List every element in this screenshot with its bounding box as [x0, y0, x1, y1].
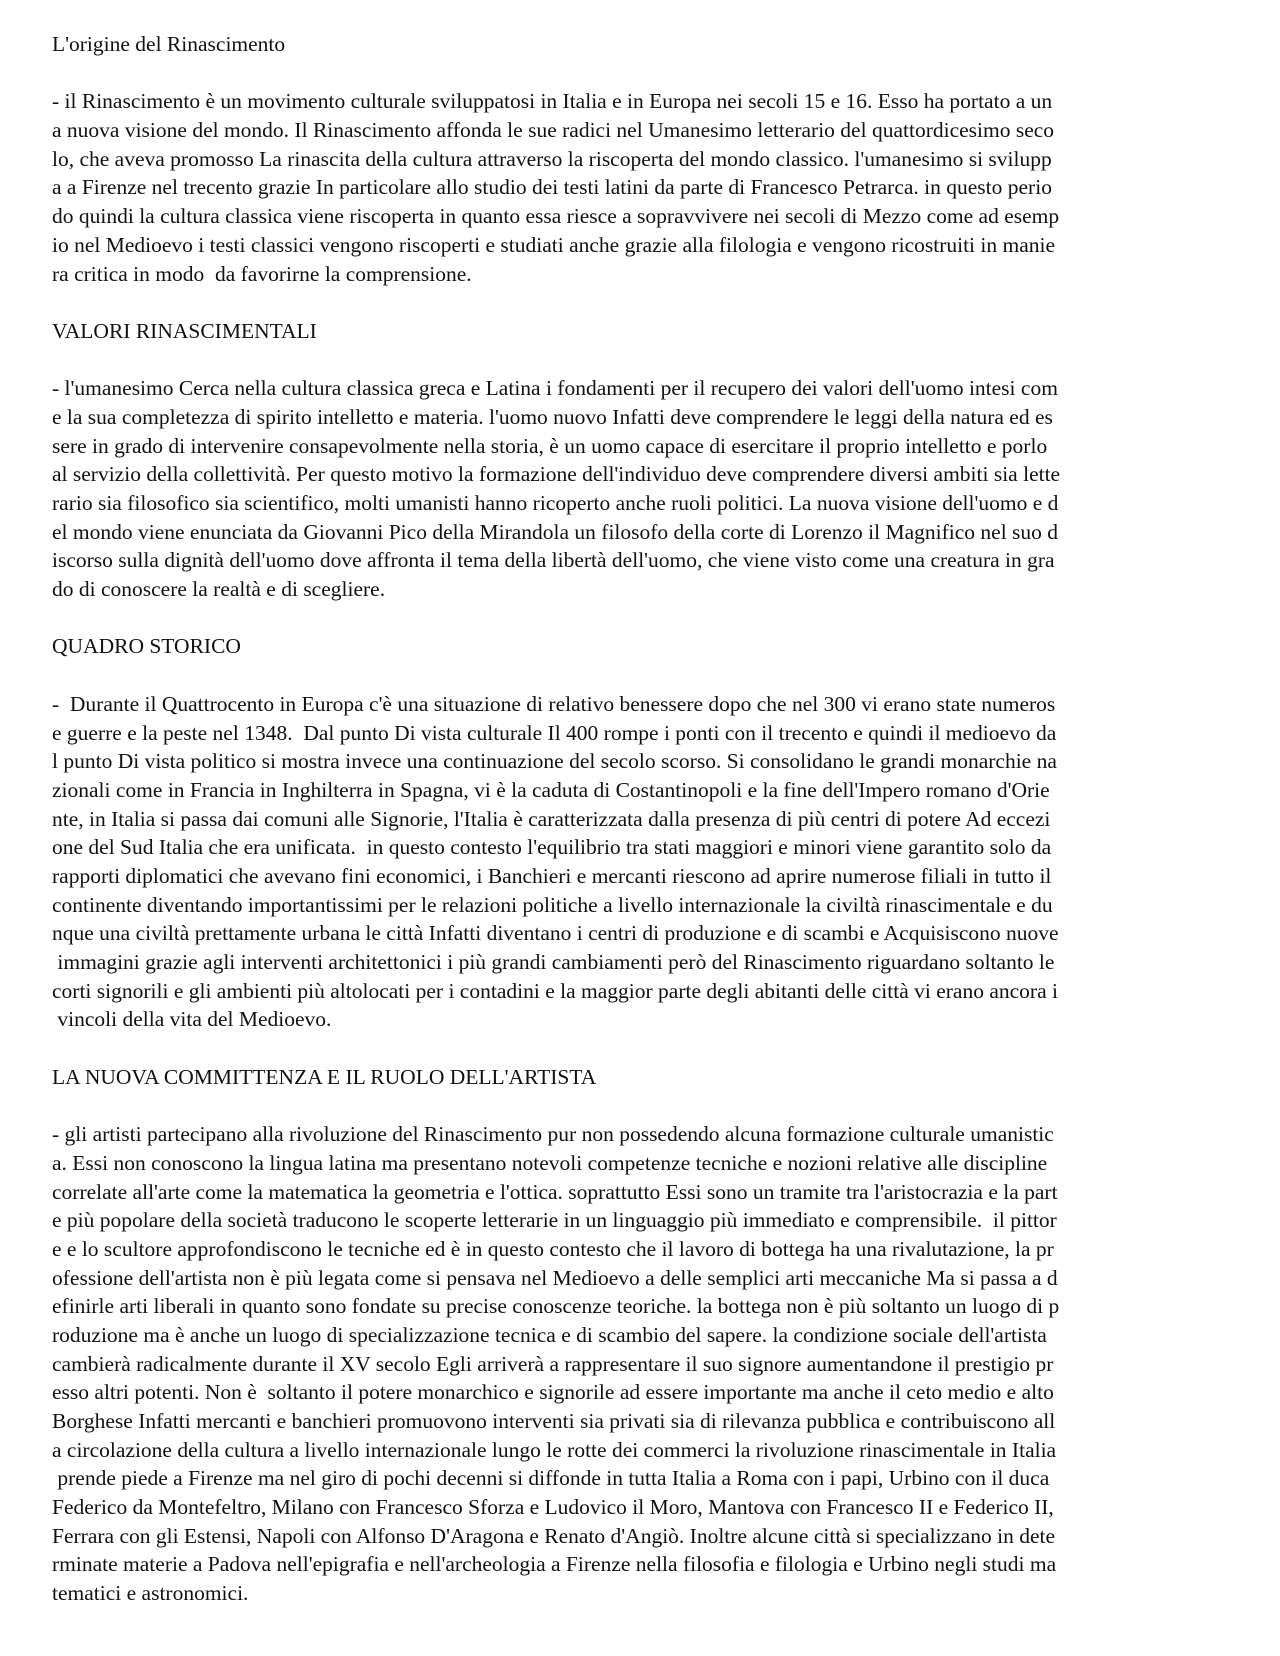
section-heading: QUADRO STORICO	[52, 634, 241, 659]
paragraph-line: iscorso sulla dignità dell'uomo dove affronta il tema della libertà dell'uomo, che viene visto come una creatura in gra	[52, 548, 1055, 573]
paragraph-line: Ferrara con gli Estensi, Napoli con Alfonso D'Aragona e Renato d'Angiò. Inoltre alcune città si specializzano in dete	[52, 1523, 1056, 1548]
paragraph-line: rapporti diplomatici che avevano fini economici, i Banchieri e mercanti riescono ad aprire numerose filiali in tutto il	[52, 863, 1052, 888]
paragraph-line: Federico da Montefeltro, Milano con Francesco Sforza e Ludovico il Moro, Mantova con Francesco II e Federico II,	[52, 1495, 1054, 1520]
paragraph-line: e e lo scultore approfondiscono le tecniche ed è in questo contesto che il lavoro di bottega ha una rivalutazione, la pr	[52, 1236, 1054, 1261]
paragraph-line: prende piede a Firenze ma nel giro di pochi decenni si diffonde in tutta Italia a Roma con i papi, Urbino con il duca	[52, 1466, 1050, 1491]
blank-line	[52, 1034, 1232, 1063]
paragraph	[52, 1120, 1232, 1608]
paragraph-line: a nuova visione del mondo. Il Rinascimento affonda le sue radici nel Umanesimo letterario del quattordicesimo seco	[52, 118, 1055, 143]
blank-line	[52, 59, 1232, 88]
blank-line	[52, 1091, 1232, 1120]
paragraph-line: rario sia filosofico sia scientifico, molti umanisti hanno ricoperto anche ruoli politici. La nuova visione dell'uomo e d	[52, 491, 1059, 515]
paragraph-line: nque una civiltà prettamente urbana le città Infatti diventano i centri di produzione e di scambi e Acquisiscono nuove	[52, 921, 1059, 946]
paragraph-line: continente diventando importantissimi per le relazioni politiche a livello internazionale la civiltà rinascimentale e du	[52, 892, 1053, 917]
paragraph-line: do di conoscere la realtà e di scegliere.	[52, 577, 386, 602]
paragraph-line: corti signorili e gli ambienti più altolocati per i contadini e la maggior parte degli abitanti delle città vi erano ancora i	[52, 978, 1058, 1003]
paragraph-line: el mondo viene enunciata da Giovanni Pico della Mirandola un filosofo della corte di Lorenzo il Magnifico nel suo d	[52, 519, 1059, 544]
section-heading: L'origine del Rinascimento	[52, 32, 286, 56]
blank-line	[52, 661, 1232, 690]
paragraph-line: tematici e astronomici.	[52, 1581, 249, 1606]
paragraph-line: e guerre e la peste nel 1348. Dal punto Di vista culturale Il 400 rompe i ponti con il trecento e quindi il medioevo da	[52, 720, 1057, 745]
paragraph	[52, 87, 1232, 288]
paragraph-line: a. Essi non conoscono la lingua latina ma presentano notevoli competenze tecniche e nozioni relative alle discipline	[52, 1150, 1048, 1175]
paragraph-line: one del Sud Italia che era unificata. in questo contesto l'equilibrio tra stati maggiori e minori viene garantito solo da	[52, 835, 1052, 860]
document-page	[52, 30, 1232, 1608]
paragraph-line: - l'umanesimo Cerca nella cultura classica greca e Latina i fondamenti per il recupero dei valori dell'uomo intesi com	[52, 376, 1058, 401]
paragraph-line: roduzione ma è anche un luogo di specializzazione tecnica e di scambio del sapere. la condizione sociale dell'artista	[52, 1322, 1047, 1347]
blank-line	[52, 346, 1232, 375]
paragraph-line: Borghese Infatti mercanti e banchieri promuovono interventi sia privati sia di rilevanza pubblica e contribuiscono all	[52, 1409, 1056, 1433]
paragraph-line: nte, in Italia si passa dai comuni alle Signorie, l'Italia è caratterizzata dalla presenza di più centri di potere Ad eccezi	[52, 806, 1051, 831]
paragraph-line: a a Firenze nel trecento grazie In particolare allo studio dei testi latini da parte di Francesco Petrarca. in questo perio	[52, 175, 1052, 200]
paragraph-line: zionali come in Francia in Inghilterra in Spagna, vi è la caduta di Costantinopoli e la fine dell'Impero romano d'Orie	[52, 777, 1050, 802]
blank-line	[52, 604, 1232, 633]
paragraph-line: lo, che aveva promosso La rinascita della cultura attraverso la riscoperta del mondo classico. l'umanesimo si svilupp	[52, 146, 1052, 171]
section-heading: VALORI RINASCIMENTALI	[52, 318, 317, 343]
paragraph-line: ra critica in modo da favorirne la comprensione.	[52, 261, 472, 286]
paragraph-line: - Durante il Quattrocento in Europa c'è una situazione di relativo benessere dopo che nel 300 vi erano state numeros	[52, 691, 1056, 716]
paragraph-line: sere in grado di intervenire consapevolmente nella storia, è un uomo capace di esercitare il proprio intelletto e porlo	[52, 433, 1048, 458]
paragraph-line: al servizio della collettività. Per questo motivo la formazione dell'individuo deve comprendere diversi ambiti sia lette	[52, 462, 1061, 487]
paragraph-line: - il Rinascimento è un movimento culturale sviluppatosi in Italia e in Europa nei secoli 15 e 16. Esso ha portato a un	[52, 89, 1053, 114]
paragraph-line: rminate materie a Padova nell'epigrafia e nell'archeologia a Firenze nella filosofia e filologia e Urbino negli studi ma	[52, 1552, 1057, 1577]
paragraph-line: l punto Di vista politico si mostra invece una continuazione del secolo scorso. Si consolidano le grandi monarchie na	[52, 749, 1057, 774]
paragraph-line: esso altri potenti. Non è soltanto il potere monarchico e signorile ad essere importante ma anche il ceto medio e alto	[52, 1380, 1054, 1405]
paragraph-line: a circolazione della cultura a livello internazionale lungo le rotte dei commerci la rivoluzione rinascimentale in Italia	[52, 1437, 1057, 1462]
paragraph	[52, 374, 1232, 604]
blank-line	[52, 288, 1232, 317]
paragraph-line: io nel Medioevo i testi classici vengono riscoperti e studiati anche grazie alla filologia e vengono ricostruiti in manie	[52, 232, 1056, 257]
paragraph-line: vincoli della vita del Medioevo.	[52, 1007, 332, 1032]
paragraph-line: efinirle arti liberali in quanto sono fondate su precise conoscenze teoriche. la bottega non è più soltanto un luogo di p	[52, 1294, 1060, 1319]
paragraph-line: immagini grazie agli interventi architettonici i più grandi cambiamenti però del Rinascimento riguardano soltanto le	[52, 950, 1055, 974]
paragraph-line: e la sua completezza di spirito intelletto e materia. l'uomo nuovo Infatti deve comprendere le leggi della natura ed es	[52, 404, 1053, 429]
paragraph-line: ofessione dell'artista non è più legata come si pensava nel Medioevo a delle semplici arti meccaniche Ma si passa a d	[52, 1265, 1058, 1290]
section-heading: LA NUOVA COMMITTENZA E IL RUOLO DELL'ARTISTA	[52, 1064, 597, 1089]
paragraph-line: cambierà radicalmente durante il XV secolo Egli arriverà a rappresentare il suo signore aumentandone il prestigio pr	[52, 1351, 1054, 1376]
paragraph-line: - gli artisti partecipano alla rivoluzione del Rinascimento pur non possedendo alcuna formazione culturale umanistic	[52, 1122, 1054, 1147]
paragraph-line: do quindi la cultura classica viene riscoperta in quanto essa riesce a sopravvivere nei secoli di Mezzo come ad esemp	[52, 204, 1060, 229]
paragraph	[52, 690, 1232, 1034]
paragraph-line: e più popolare della società traducono le scoperte letterarie in un linguaggio più immediato e comprensibile. il pittor	[52, 1208, 1057, 1233]
paragraph-line: correlate all'arte come la matematica la geometria e l'ottica. soprattutto Essi sono un tramite tra l'aristocrazia e la part	[52, 1179, 1058, 1204]
